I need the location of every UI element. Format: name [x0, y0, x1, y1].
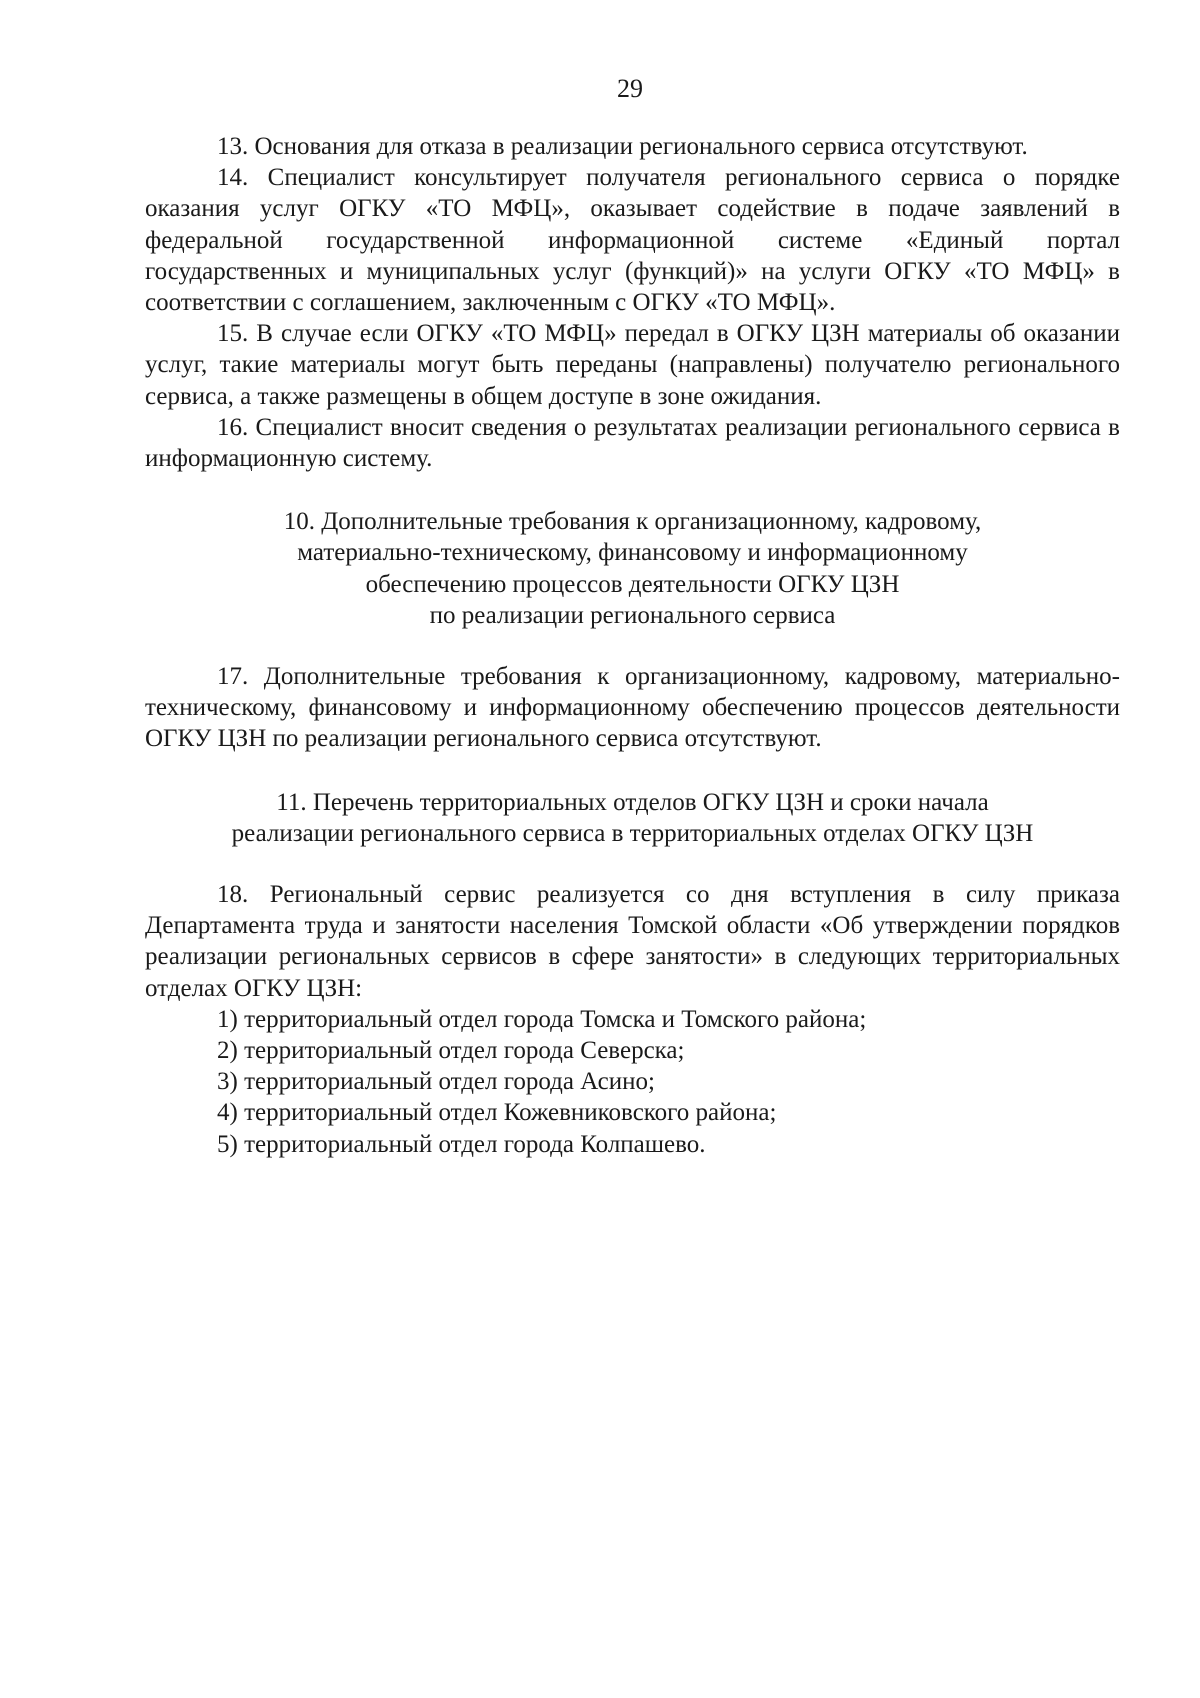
document-body: [145, 131, 1120, 1160]
list-item: 3) территориальный отдел города Асино;: [217, 1068, 655, 1096]
section-11-heading: [145, 787, 1120, 849]
section-10-heading-line: 10. Дополнительные требования к организационному, кадровому,: [283, 508, 982, 536]
territorial-departments-list: [145, 1004, 1120, 1160]
section-11-heading-line: реализации регионального сервиса в территориальных отделах ОГКУ ЦЗН: [231, 819, 1034, 847]
paragraph-17: 17. Дополнительные требования к организационному, кадровому, материально-техническому, финансовому и информационному обеспечению процессов деятельности ОГКУ ЦЗН по реализации регионального сервиса отсутствуют.: [145, 663, 1120, 753]
section-10-heading-line: по реализации регионального сервиса: [429, 601, 836, 629]
list-item: 4) территориальный отдел Кожевниковского района;: [217, 1099, 777, 1127]
page-number: 29: [617, 74, 643, 103]
section-10-heading: [145, 506, 1120, 631]
paragraph-14: 14. Специалист консультирует получателя регионального сервиса о порядке оказания услуг ОГКУ «ТО МФЦ», оказывает содействие в подаче заявлений в федеральной государственной информационной системе «Единый портал государственных и муниципальных услуг (функций)» на услуги ОГКУ «ТО МФЦ» в соответствии с соглашением, заключенным с ОГКУ «ТО МФЦ».: [145, 164, 1120, 317]
list-item: 5) территориальный отдел города Колпашево.: [217, 1130, 706, 1158]
paragraph-13: 13. Основания для отказа в реализации регионального сервиса отсутствуют.: [217, 133, 1028, 160]
list-item: 1) территориальный отдел города Томска и Томского района;: [217, 1005, 867, 1033]
paragraph-15: 15. В случае если ОГКУ «ТО МФЦ» передал в ОГКУ ЦЗН материалы об оказании услуг, такие материалы могут быть переданы (направлены) получателю регионального сервиса, а также размещены в общем доступе в зоне ожидания.: [145, 320, 1120, 410]
section-10-heading-line: обеспечению процессов деятельности ОГКУ ЦЗН: [365, 570, 900, 598]
paragraph-18: 18. Региональный сервис реализуется со дня вступления в силу приказа Департамента труда и занятости населения Томской области «Об утверждении порядков реализации региональных сервисов в сфере занятости» в следующих территориальных отделах ОГКУ ЦЗН:: [145, 881, 1120, 1002]
list-item: 2) территориальный отдел города Северска;: [217, 1037, 685, 1065]
paragraph-16: 16. Специалист вносит сведения о результатах реализации регионального сервиса в информационную систему.: [145, 413, 1120, 473]
section-10-heading-line: материально-техническому, финансовому и информационному: [297, 539, 968, 567]
section-11-heading-line: 11. Перечень территориальных отделов ОГКУ ЦЗН и сроки начала: [276, 788, 989, 816]
